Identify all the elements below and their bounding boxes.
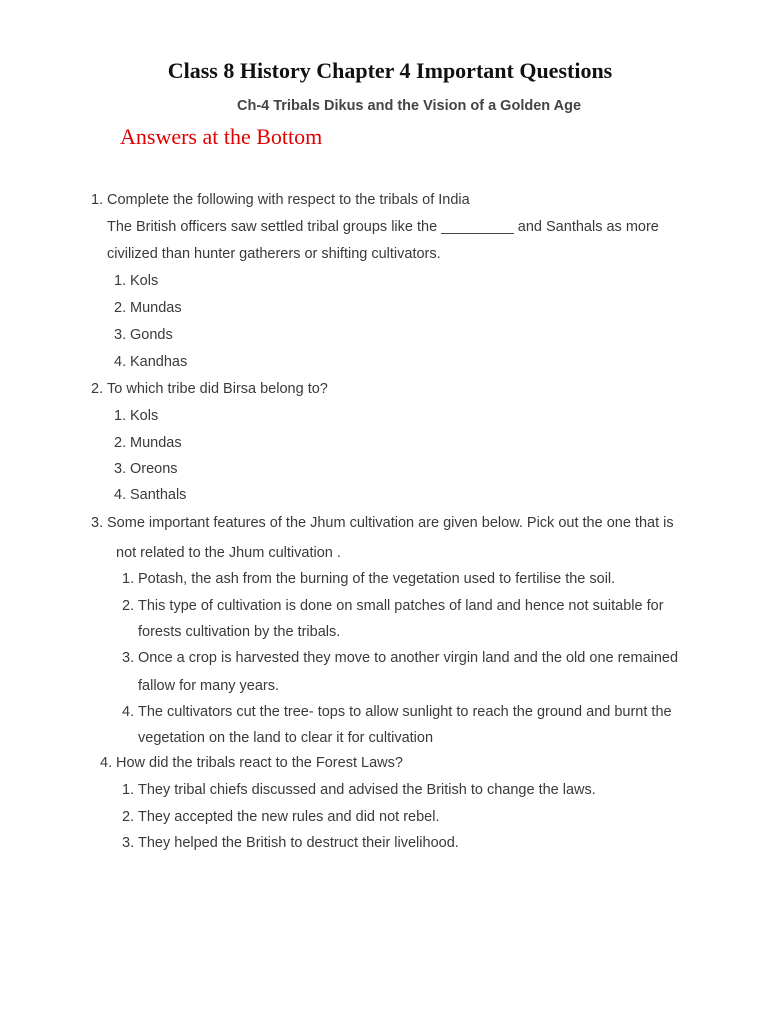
option-number: 4. bbox=[114, 487, 127, 503]
option-text-cont: forests cultivation by the tribals. bbox=[138, 624, 341, 640]
question-number: 4. bbox=[100, 755, 113, 771]
question-body-line: civilized than hunter gatherers or shifting cultivators. bbox=[107, 246, 441, 262]
option-number: 1. bbox=[114, 408, 127, 424]
option-text-cont: vegetation on the land to clear it for cultivation bbox=[138, 730, 434, 746]
question-text: Some important features of the Jhum cultivation are given below. Pick out the one that is bbox=[107, 515, 674, 531]
option-number: 1. bbox=[114, 273, 127, 289]
question-text: How did the tribals react to the Forest Laws? bbox=[116, 755, 403, 771]
option-number: 3. bbox=[114, 327, 127, 343]
question-text: Complete the following with respect to the tribals of India bbox=[107, 192, 470, 208]
option-text: Mundas bbox=[130, 435, 182, 451]
question-text: To which tribe did Birsa belong to? bbox=[107, 381, 328, 397]
option-number: 2. bbox=[114, 300, 127, 316]
option-number: 2. bbox=[122, 598, 135, 614]
option-number: 1. bbox=[122, 782, 135, 798]
question-number: 2. bbox=[91, 381, 104, 397]
option-text: Oreons bbox=[130, 461, 178, 477]
option-number: 3. bbox=[122, 835, 135, 851]
page-subtitle: Ch-4 Tribals Dikus and the Vision of a Golden Age bbox=[236, 98, 582, 114]
option-text: Potash, the ash from the burning of the vegetation used to fertilise the soil. bbox=[138, 571, 616, 587]
question-number: 1. bbox=[91, 192, 104, 208]
option-text: Once a crop is harvested they move to another virgin land and the old one remained bbox=[138, 650, 679, 666]
option-text: Kandhas bbox=[130, 354, 188, 370]
option-number: 2. bbox=[122, 809, 135, 825]
option-text-cont: fallow for many years. bbox=[138, 678, 280, 694]
option-number: 3. bbox=[114, 461, 127, 477]
option-number: 3. bbox=[122, 650, 135, 666]
option-text: Santhals bbox=[130, 487, 187, 503]
question-text-cont: not related to the Jhum cultivation . bbox=[116, 545, 341, 561]
page-title: Class 8 History Chapter 4 Important Questions bbox=[167, 58, 613, 83]
option-number: 2. bbox=[114, 435, 127, 451]
option-number: 4. bbox=[114, 354, 127, 370]
option-text: They helped the British to destruct their livelihood. bbox=[138, 835, 459, 851]
question-number: 3. bbox=[91, 515, 104, 531]
option-text: They tribal chiefs discussed and advised the British to change the laws. bbox=[138, 782, 596, 798]
option-text: The cultivators cut the tree- tops to allow sunlight to reach the ground and burnt the bbox=[138, 704, 672, 720]
question-body-line: The British officers saw settled tribal groups like the _________ and Santhals as more bbox=[107, 219, 659, 235]
answers-note: Answers at the Bottom bbox=[120, 124, 323, 149]
option-text: They accepted the new rules and did not rebel. bbox=[138, 809, 440, 825]
option-text: Kols bbox=[130, 273, 159, 289]
option-number: 4. bbox=[122, 704, 135, 720]
option-text: Kols bbox=[130, 408, 159, 424]
option-number: 1. bbox=[122, 571, 135, 587]
option-text: This type of cultivation is done on small patches of land and hence not suitable for bbox=[138, 598, 664, 614]
option-text: Mundas bbox=[130, 300, 182, 316]
option-text: Gonds bbox=[130, 327, 173, 343]
